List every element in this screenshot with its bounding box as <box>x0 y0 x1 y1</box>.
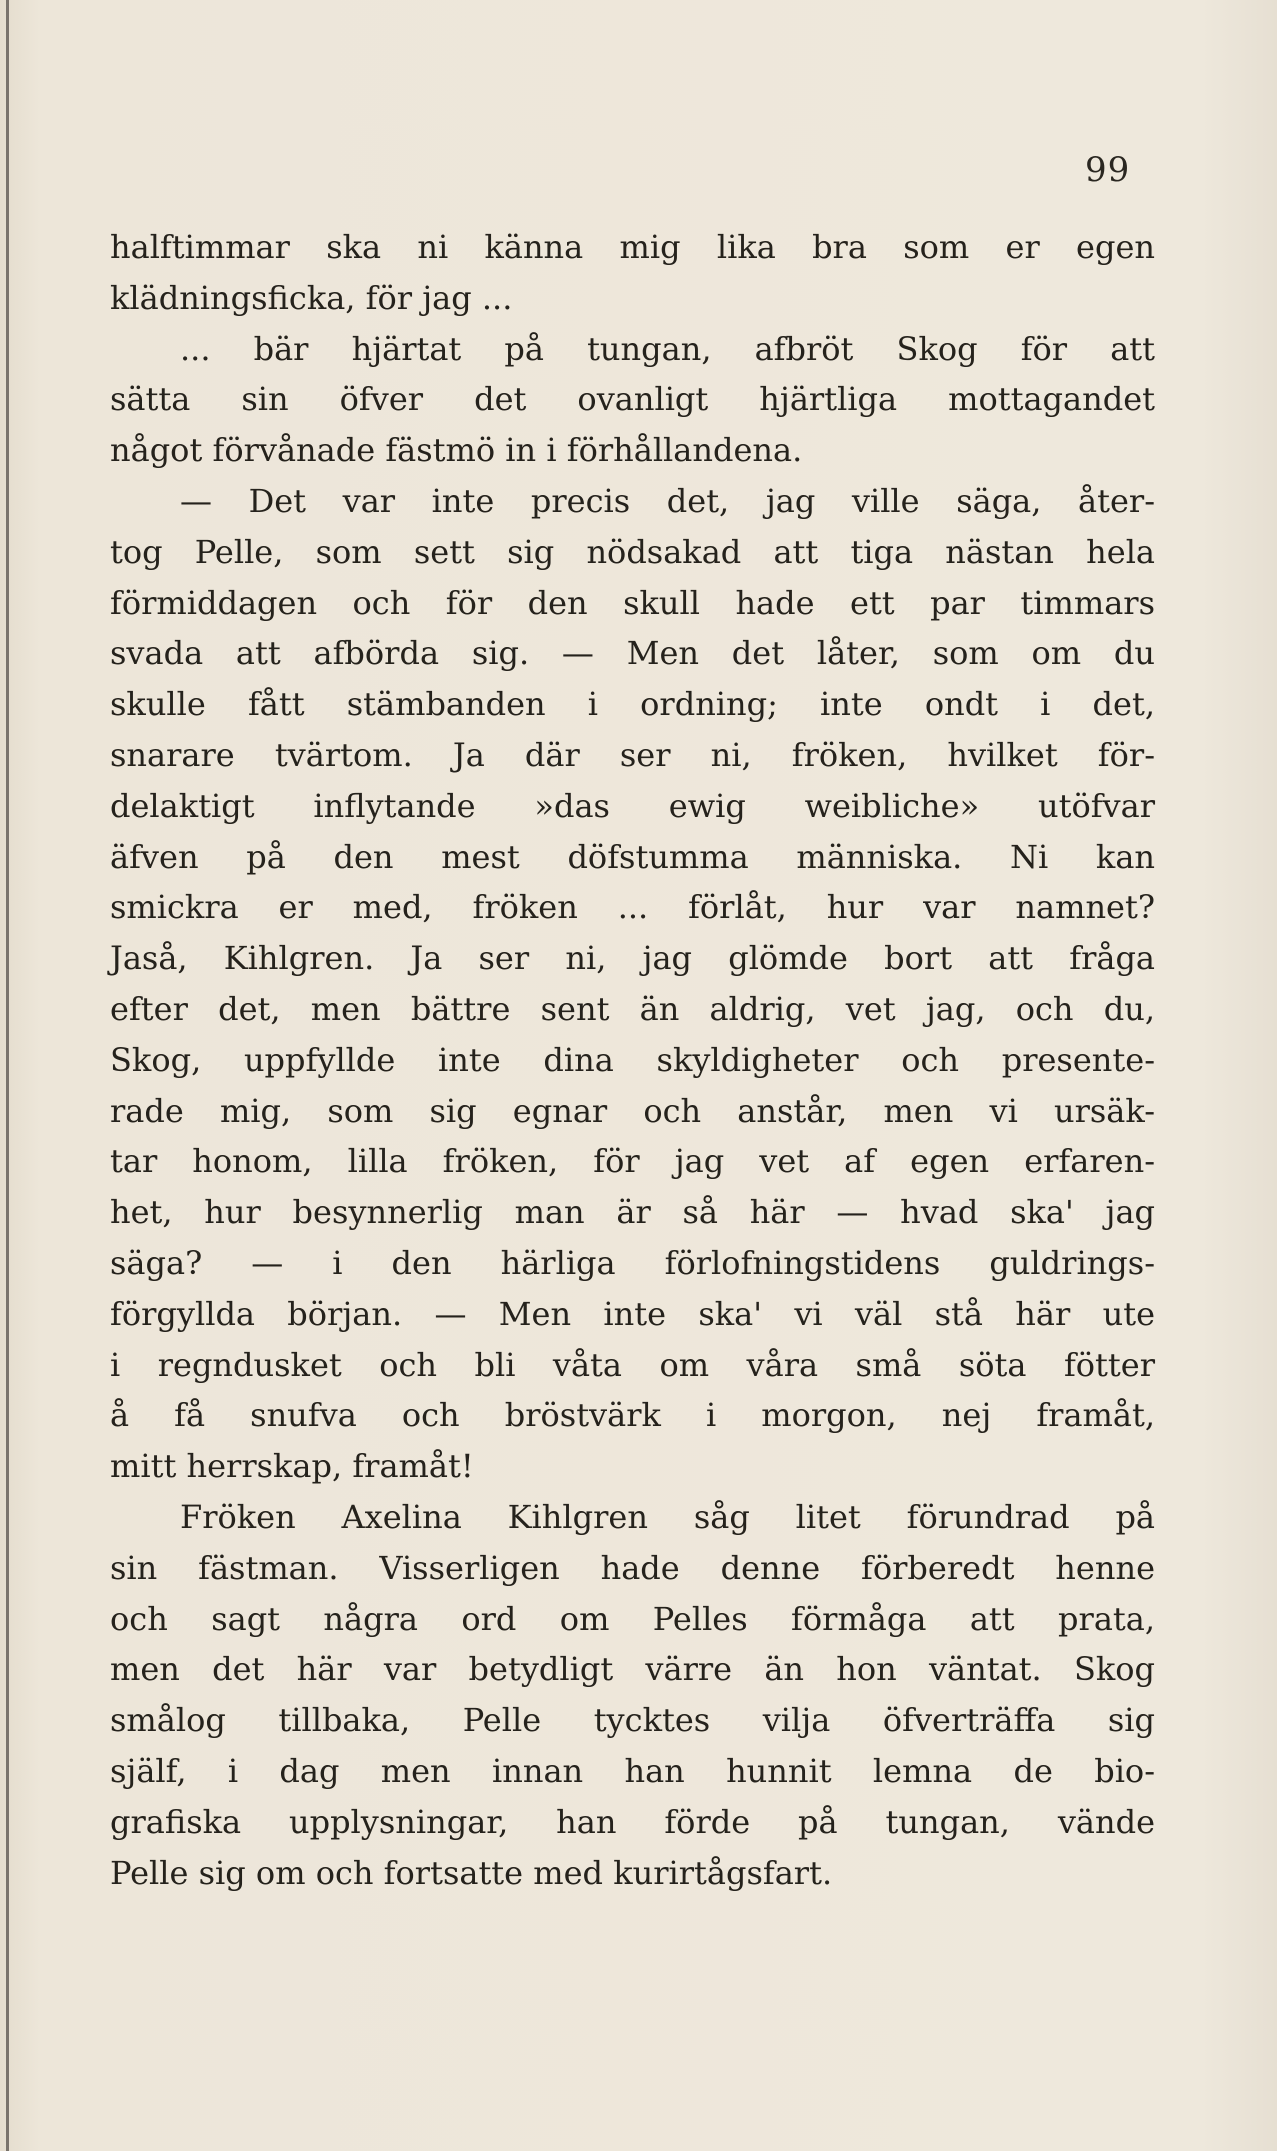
page-edge-line <box>6 0 9 2151</box>
text-line: — Det var inte precis det, jag ville säga, åter- <box>180 481 1155 520</box>
text-line: tog Pelle, som sett sig nödsakad att tiga nästan hela <box>110 532 1155 571</box>
text-line: Fröken Axelina Kihlgren såg litet förundrad på <box>180 1497 1155 1536</box>
text-line: grafiska upplysningar, han förde på tungan, vände <box>110 1802 1155 1841</box>
page-number: 99 <box>1085 150 1131 190</box>
text-line: halftimmar ska ni känna mig lika bra som er egen <box>110 228 1155 266</box>
text-line: efter det, men bättre sent än aldrig, vet jag, och du, <box>110 989 1155 1028</box>
text-line: Jaså, Kihlgren. Ja ser ni, jag glömde bort att fråga <box>110 939 1155 978</box>
text-line: delaktigt inflytande »das ewig weibliche» utöfvar <box>110 786 1155 825</box>
text-line: å få snufva och bröstvärk i morgon, nej framåt, <box>110 1396 1155 1435</box>
body-text <box>110 222 1155 1898</box>
text-line: skulle fått stämbanden i ordning; inte ondt i det, <box>110 685 1155 724</box>
text-line: smickra er med, fröken ... förlåt, hur var namnet? <box>110 888 1155 927</box>
text-line: mitt herrskap, framåt! <box>110 1447 474 1486</box>
text-line: rade mig, som sig egnar och anstår, men vi ursäk- <box>110 1091 1155 1130</box>
text-line: men det här var betydligt värre än hon väntat. Skog <box>110 1650 1155 1689</box>
text-line: äfven på den mest döfstumma människa. Ni kan <box>110 837 1155 876</box>
text-line: förmiddagen och för den skull hade ett par timmars <box>110 583 1155 622</box>
text-line: klädningsficka, för jag ... <box>110 278 513 317</box>
text-line: sin fästman. Visserligen hade denne förberedt henne <box>110 1548 1155 1587</box>
text-line: Skog, uppfyllde inte dina skyldigheter och presente- <box>110 1040 1155 1079</box>
text-line: smålog tillbaka, Pelle tycktes vilja öfverträffa sig <box>110 1701 1155 1740</box>
text-line: ... bär hjärtat på tungan, afbröt Skog för att <box>180 329 1155 368</box>
text-line: tar honom, lilla fröken, för jag vet af egen erfaren- <box>110 1142 1155 1181</box>
text-line: het, hur besynnerlig man är så här — hvad ska' jag <box>110 1193 1155 1232</box>
text-line: snarare tvärtom. Ja där ser ni, fröken, hvilket för- <box>110 735 1155 774</box>
text-line: förgyllda början. — Men inte ska' vi väl stå här ute <box>110 1294 1155 1333</box>
text-line: sätta sin öfver det ovanligt hjärtliga mottagandet <box>110 380 1155 419</box>
text-line: själf, i dag men innan han hunnit lemna de bio- <box>110 1751 1155 1790</box>
text-line: och sagt några ord om Pelles förmåga att prata, <box>110 1599 1155 1638</box>
text-line: i regndusket och bli våta om våra små söta fötter <box>110 1345 1155 1384</box>
text-line: något förvånade fästmö in i förhållandena. <box>110 431 803 470</box>
text-line: säga? — i den härliga förlofningstidens guldrings- <box>110 1243 1155 1282</box>
text-line: svada att afbörda sig. — Men det låter, som om du <box>110 634 1155 673</box>
text-line: Pelle sig om och fortsatte med kurirtågsfart. <box>110 1853 833 1892</box>
